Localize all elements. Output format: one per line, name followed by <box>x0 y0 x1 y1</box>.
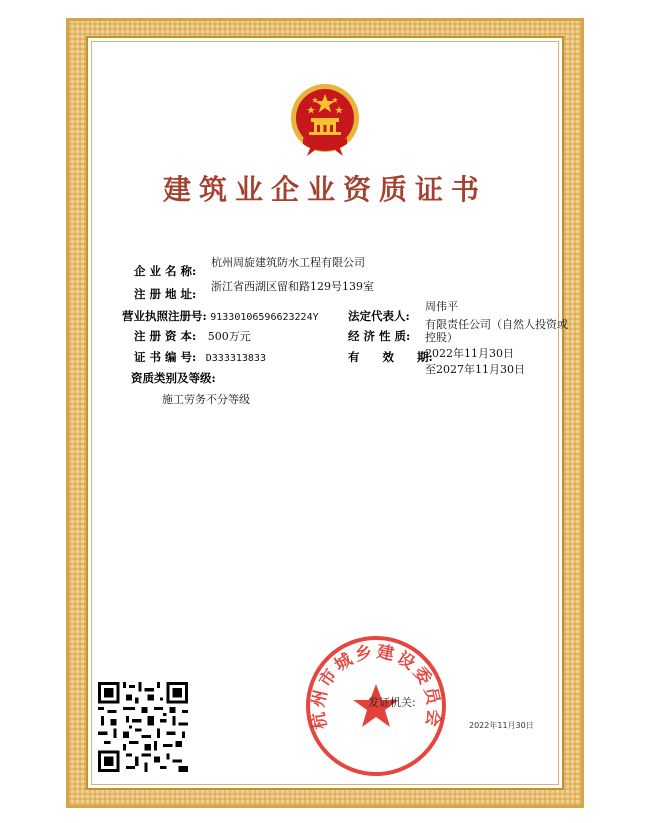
legal-rep-label: 法定代表人: <box>348 309 410 323</box>
qualification-value <box>162 391 250 407</box>
qualification-row <box>131 370 216 386</box>
capital-value: 500万元 <box>207 330 251 343</box>
cert-no-value: D333313833 <box>205 353 266 364</box>
license-label: 营业执照注册号: <box>122 309 207 323</box>
address-text: 浙江省西湖区留和路129号139室 <box>211 280 374 293</box>
seal-text: 杭州市城乡建设委员会 <box>308 642 444 731</box>
company-name-label: 企 业 名 称: <box>134 264 197 278</box>
qr-code-icon <box>98 682 188 772</box>
qualification-label: 资质类别及等级: <box>131 371 216 385</box>
company-name-value <box>211 254 365 270</box>
license-row <box>122 308 319 324</box>
validity-row <box>348 349 433 365</box>
validity-to <box>425 361 525 377</box>
capital-row <box>134 328 251 344</box>
address-row <box>134 286 196 302</box>
certificate-title: 建筑业企业资质证书 <box>162 173 487 206</box>
license-value: 91330106596623224Y <box>210 312 319 323</box>
validity-label: 有 效 期: <box>348 350 433 364</box>
qualification-text: 施工劳务不分等级 <box>162 393 250 406</box>
validity-from <box>425 345 514 361</box>
national-emblem-icon <box>289 82 361 158</box>
issue-date: 2022年11月30日 <box>469 721 534 730</box>
issuer-label: 发证机关: <box>368 696 416 709</box>
validity-from-text: 2022年11月30日 <box>425 347 514 360</box>
econ-nature-row <box>348 328 410 344</box>
econ-nature-text: 有限责任公司（自然人投资或控股） <box>425 318 568 344</box>
address-value <box>211 278 374 294</box>
legal-rep-value <box>425 298 458 314</box>
legal-rep-row <box>348 308 410 324</box>
capital-label: 注 册 资 本: <box>134 329 197 343</box>
validity-to-text: 至2027年11月30日 <box>425 363 525 376</box>
company-name-row <box>134 263 196 279</box>
cert-no-label: 证 书 编 号: <box>134 350 197 364</box>
cert-no-row <box>134 349 266 365</box>
company-name-text: 杭州周旋建筑防水工程有限公司 <box>211 256 365 269</box>
econ-nature-value <box>425 318 575 344</box>
legal-rep-text: 周伟平 <box>425 300 458 313</box>
econ-nature-label: 经 济 性 质: <box>348 329 411 343</box>
address-label: 注 册 地 址: <box>134 287 197 301</box>
